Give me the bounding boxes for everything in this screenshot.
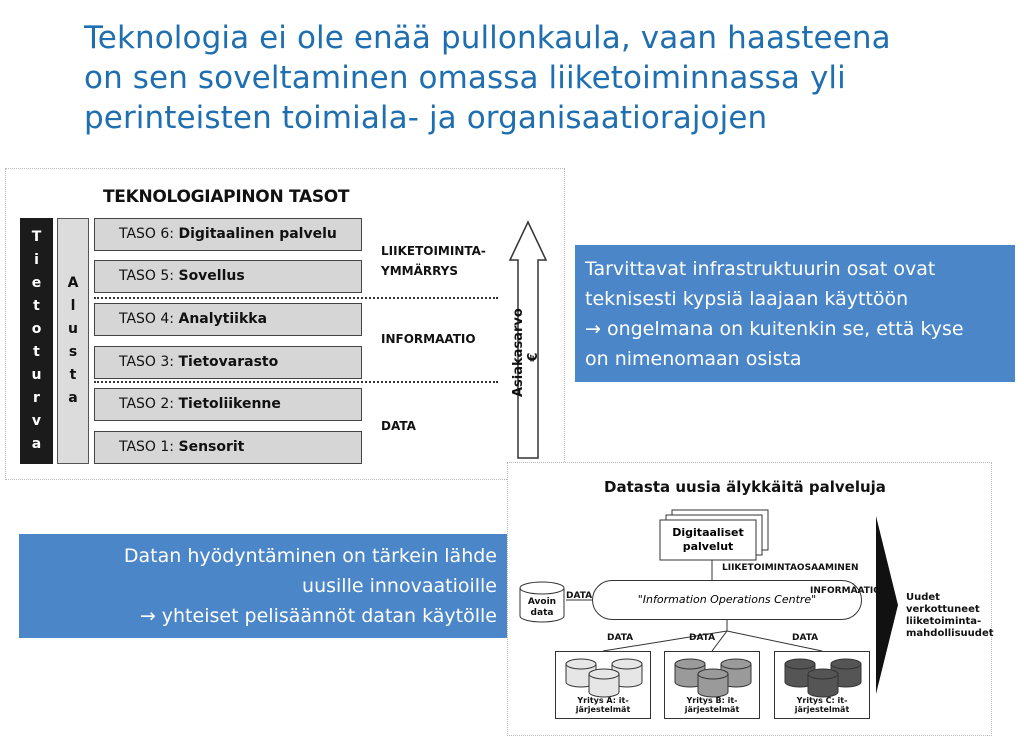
company-a-label: Yritys A: it-järjestelmät	[575, 696, 631, 714]
data-label-c: DATA	[792, 633, 819, 643]
data-label-b: DATA	[689, 633, 716, 643]
layer-name: Digitaalinen palvelu	[178, 226, 337, 242]
company-c-databases	[775, 652, 871, 702]
security-letter: v	[31, 413, 42, 429]
slide-title: Teknologia ei ole enää pullonkaula, vaan haasteena on sen soveltaminen omassa liiketoiminnassa yli perinteisten toimiala- ja organisaatiorajojen	[84, 20, 891, 136]
data-utilization-callout: Datan hyödyntäminen on tärkein lähde uusille innovaatioille → yhteiset pelisäännöt datan käytölle	[19, 534, 507, 638]
layer-level: TASO 4:	[119, 311, 175, 327]
layer-level: TASO 1:	[119, 439, 175, 455]
company-a-databases	[556, 652, 652, 702]
security-letter: r	[33, 390, 40, 406]
security-letter: o	[31, 321, 42, 337]
layer-name: Sensorit	[178, 439, 245, 455]
digital-services-label: Digitaaliset palvelut	[672, 526, 744, 553]
platform-letter: s	[68, 344, 78, 360]
company-c-box	[774, 651, 870, 719]
platform-letter: u	[68, 321, 78, 337]
business-competence-label: LIIKETOIMINTAOSAAMINEN	[722, 563, 859, 573]
security-letter: i	[34, 252, 39, 268]
category-business: LIIKETOIMINTA- YMMÄRRYS	[381, 244, 486, 278]
data-label-a: DATA	[607, 633, 634, 643]
security-letter: u	[31, 367, 42, 383]
open-data-label: Avoin data	[527, 597, 557, 618]
information-operations-centre: "Information Operations Centre"	[592, 580, 862, 620]
outcome-arrow	[876, 516, 898, 694]
security-letter: t	[33, 298, 40, 314]
layer-name: Tietoliikenne	[178, 396, 281, 412]
company-a-box	[555, 651, 651, 719]
security-letter: T	[31, 229, 42, 245]
layer-level: TASO 6:	[119, 226, 175, 242]
database-cylinder	[698, 669, 728, 697]
database-cylinder	[589, 669, 619, 697]
flow-title: Datasta uusia älykkäitä palveluja	[604, 478, 886, 496]
database-cylinder	[808, 669, 838, 697]
information-label: INFORMAATIO	[810, 586, 881, 596]
platform-letter: l	[70, 298, 76, 314]
stack-title: TEKNOLOGIAPINON TASOT	[103, 187, 350, 207]
company-b-label: Yritys B: it-järjestelmät	[684, 696, 740, 714]
layer-name: Tietovarasto	[178, 354, 279, 370]
company-b-box	[664, 651, 760, 719]
customer-value-label: Asiakasarvo €	[511, 308, 541, 397]
company-b-databases	[665, 652, 761, 702]
platform-letter: t	[69, 367, 77, 383]
layer-level: TASO 5:	[119, 268, 175, 284]
platform-letter: a	[68, 390, 78, 406]
security-letter: a	[31, 436, 42, 452]
infrastructure-callout: Tarvittavat infrastruktuurin osat ovat teknisesti kypsiä laajaan käyttöön → ongelmana on kuitenkin se, että kyse on nimenomaan osista	[575, 245, 1015, 382]
layer-name: Analytiikka	[178, 311, 268, 327]
outcome-label: Uudet verkottuneet liiketoiminta- mahdollisuudet	[906, 592, 994, 639]
open-data-data-label: DATA	[566, 591, 593, 601]
layer-level: TASO 2:	[119, 396, 175, 412]
layer-name: Sovellus	[178, 268, 245, 284]
security-letter: t	[33, 344, 40, 360]
layer-level: TASO 3:	[119, 354, 175, 370]
platform-letter: A	[67, 275, 79, 291]
category-information: INFORMAATIO	[381, 332, 476, 346]
company-c-label: Yritys C: it-järjestelmät	[794, 696, 850, 714]
category-data: DATA	[381, 419, 416, 433]
security-letter: e	[31, 275, 42, 291]
